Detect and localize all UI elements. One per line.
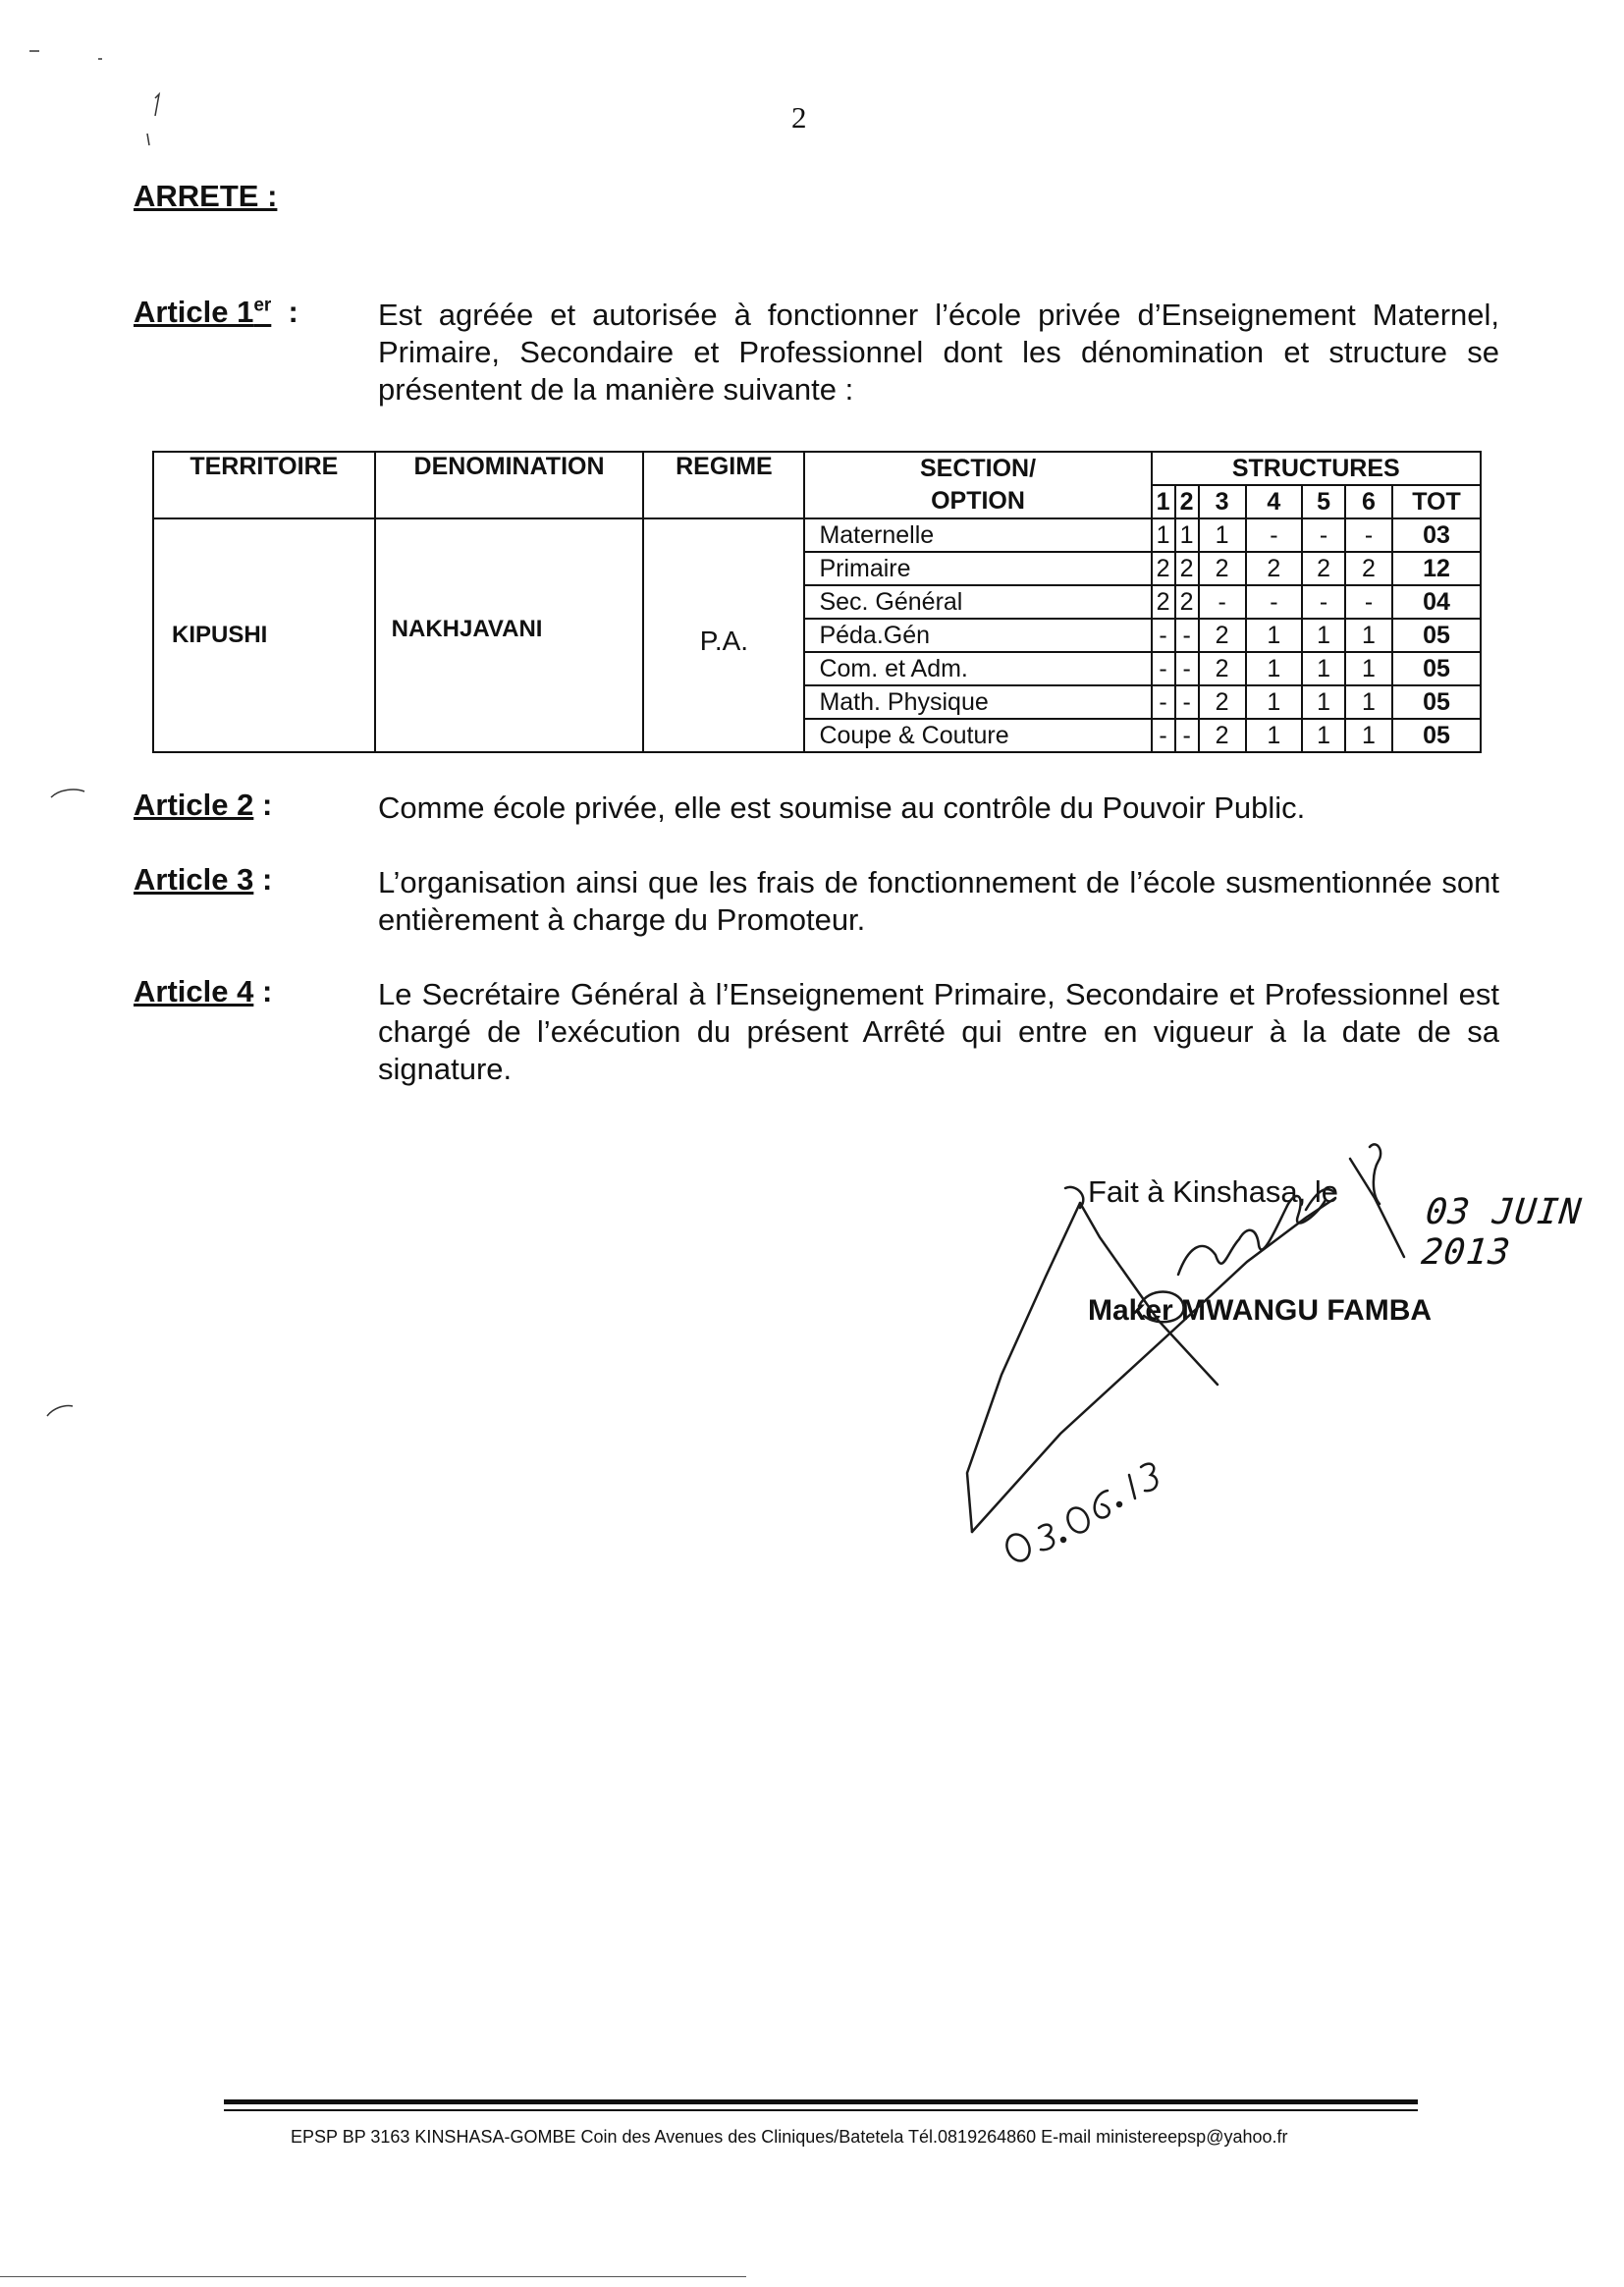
cell-total: 05 [1392, 619, 1481, 652]
footer-rule [224, 2099, 1418, 2104]
cell-value: 1 [1345, 619, 1392, 652]
cell-denomination: NAKHJAVANI [375, 518, 644, 752]
signer-name: Maker MWANGU FAMBA [1088, 1294, 1433, 1327]
header-option: OPTION [804, 485, 1151, 518]
cell-total: 05 [1392, 685, 1481, 719]
cell-value: 1 [1199, 518, 1246, 552]
cell-value: 2 [1152, 585, 1175, 619]
cell-value: 1 [1246, 619, 1302, 652]
cell-value: - [1345, 585, 1392, 619]
cell-option: Math. Physique [804, 685, 1151, 719]
cell-value: 1 [1345, 685, 1392, 719]
cell-value: 1 [1246, 652, 1302, 685]
cell-territoire: KIPUSHI [153, 518, 375, 752]
cell-value: 2 [1199, 652, 1246, 685]
decree-heading: ARRETE : [134, 179, 278, 213]
cell-option: Coupe & Couture [804, 719, 1151, 752]
cell-value: 2 [1199, 552, 1246, 585]
article-1-sup: er [253, 295, 272, 316]
article-2-title: Article 2 [134, 788, 254, 822]
article-1-title: Article 1 [134, 295, 254, 329]
header-structures: STRUCTURES [1152, 452, 1481, 485]
cell-value: 2 [1246, 552, 1302, 585]
structure-col: 3 [1199, 485, 1246, 518]
footer-address: EPSP BP 3163 KINSHASA-GOMBE Coin des Avenues des Cliniques/Batetela Tél.0819264860 E-mail ministereepsp@yahoo.fr [291, 2127, 1288, 2147]
article-2-text: Comme école privée, elle est soumise au contrôle du Pouvoir Public. [378, 790, 1306, 825]
cell-value: 2 [1175, 552, 1199, 585]
cell-value: 1 [1345, 719, 1392, 752]
cell-total: 05 [1392, 652, 1481, 685]
cell-value: 1 [1302, 719, 1345, 752]
place-date-line: Fait à Kinshasa, le [1088, 1174, 1339, 1209]
cell-value: 2 [1199, 685, 1246, 719]
article-3-colon: : [261, 862, 273, 897]
header-denomination: DENOMINATION [375, 452, 644, 518]
cell-value: 1 [1302, 619, 1345, 652]
cell-value: - [1246, 518, 1302, 552]
structure-col-total: TOT [1392, 485, 1481, 518]
cell-option: Sec. Général [804, 585, 1151, 619]
cell-option: Maternelle [804, 518, 1151, 552]
cell-value: - [1302, 585, 1345, 619]
cell-value: 1 [1246, 719, 1302, 752]
cell-value: - [1152, 619, 1175, 652]
cell-value: 1 [1302, 685, 1345, 719]
cell-value: - [1175, 685, 1199, 719]
article-2-colon: : [261, 788, 273, 822]
cell-value: 1 [1175, 518, 1199, 552]
scan-edge-line [0, 2276, 746, 2277]
article-4-colon: : [261, 974, 273, 1008]
article-3-text: L’organisation ainsi que les frais de fonctionnement de l’école susmentionnée sont entièrement à charge du Promoteur. [378, 865, 1499, 937]
cell-value: 2 [1199, 719, 1246, 752]
cell-total: 04 [1392, 585, 1481, 619]
cell-value: - [1246, 585, 1302, 619]
header-regime: REGIME [643, 452, 804, 518]
cell-value: 1 [1302, 652, 1345, 685]
page-number: 2 [791, 100, 807, 135]
structure-col: 5 [1302, 485, 1345, 518]
structure-col: 6 [1345, 485, 1392, 518]
structure-col: 1 [1152, 485, 1175, 518]
cell-value: - [1152, 652, 1175, 685]
cell-value: - [1152, 685, 1175, 719]
article-4-title: Article 4 [134, 974, 254, 1008]
header-section: SECTION/ [804, 452, 1151, 485]
article-1-text: Est agréée et autorisée à fonctionner l’école privée d’Enseignement Maternel, Primaire, Secondaire et Professionnel dont les dénomination et structure se présentent de la manière suivante : [378, 298, 1499, 407]
structure-col: 4 [1246, 485, 1302, 518]
cell-option: Primaire [804, 552, 1151, 585]
cell-value: 2 [1199, 619, 1246, 652]
footer-rule-thin [224, 2109, 1418, 2111]
cell-value: - [1199, 585, 1246, 619]
cell-value: - [1175, 719, 1199, 752]
article-3-title: Article 3 [134, 862, 254, 897]
cell-value: - [1302, 518, 1345, 552]
article-4-text: Le Secrétaire Général à l’Enseignement Primaire, Secondaire et Professionnel est chargé de l’exécution du présent Arrêté qui entre en vigueur à la date de sa signature. [378, 977, 1499, 1086]
cell-value: 1 [1246, 685, 1302, 719]
cell-total: 12 [1392, 552, 1481, 585]
cell-value: - [1175, 652, 1199, 685]
cell-value: 2 [1175, 585, 1199, 619]
cell-total: 05 [1392, 719, 1481, 752]
handwritten-date-marks [1002, 1464, 1157, 1565]
cell-value: 1 [1152, 518, 1175, 552]
cell-value: 2 [1152, 552, 1175, 585]
cell-option: Com. et Adm. [804, 652, 1151, 685]
cell-regime: P.A. [643, 518, 804, 752]
cell-option: Péda.Gén [804, 619, 1151, 652]
cell-value: 2 [1345, 552, 1392, 585]
article-1-colon: : [288, 295, 298, 329]
cell-total: 03 [1392, 518, 1481, 552]
cell-value: - [1175, 619, 1199, 652]
cell-value: - [1152, 719, 1175, 752]
cell-value: 2 [1302, 552, 1345, 585]
cell-value: 1 [1345, 652, 1392, 685]
structure-col: 2 [1175, 485, 1199, 518]
date-stamp: 03 JUIN 2013 [1419, 1192, 1585, 1273]
header-territoire: TERRITOIRE [153, 452, 375, 518]
cell-value: - [1345, 518, 1392, 552]
